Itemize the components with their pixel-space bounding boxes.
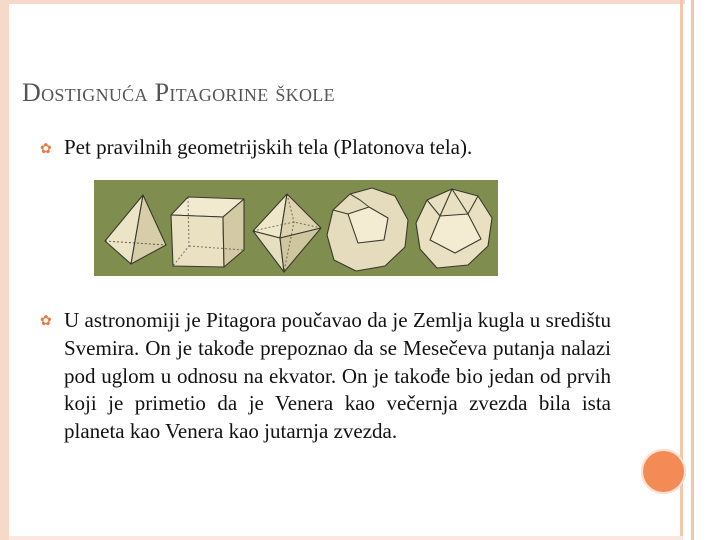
tetrahedron-icon [105, 195, 166, 264]
slide-title: Dostignuća Pitagorine škole [22, 78, 335, 107]
decorative-circle [641, 449, 686, 494]
bullet-text-solids: Pet pravilnih geometrijskih tela (Platonova tela). [64, 135, 473, 159]
icosahedron-icon [416, 189, 492, 268]
platonic-solids-image [94, 180, 498, 276]
gear-bullet-icon: ✿ [40, 313, 52, 329]
gear-bullet-icon: ✿ [40, 141, 52, 157]
dodecahedron-icon [327, 188, 408, 271]
frame-bottom [9, 536, 683, 540]
frame-top [9, 0, 685, 4]
bullet-text-astronomy: U astronomiji je Pitagora poučavao da je Zemlja kugla u središtu Svemira. On je takođe prepoznao da se Mesečeva putanja nalazi pod uglom u odnosu na ekvator. On je takođe bio jedan od prvih koji je primetio da je Venera kao večernja zvezda bila ista planeta kao Venera kao jutarnja zvezda. [64, 308, 611, 444]
frame-left [0, 0, 9, 540]
cube-icon [171, 197, 244, 267]
octahedron-icon [253, 194, 321, 272]
frame-right-line [691, 0, 694, 540]
